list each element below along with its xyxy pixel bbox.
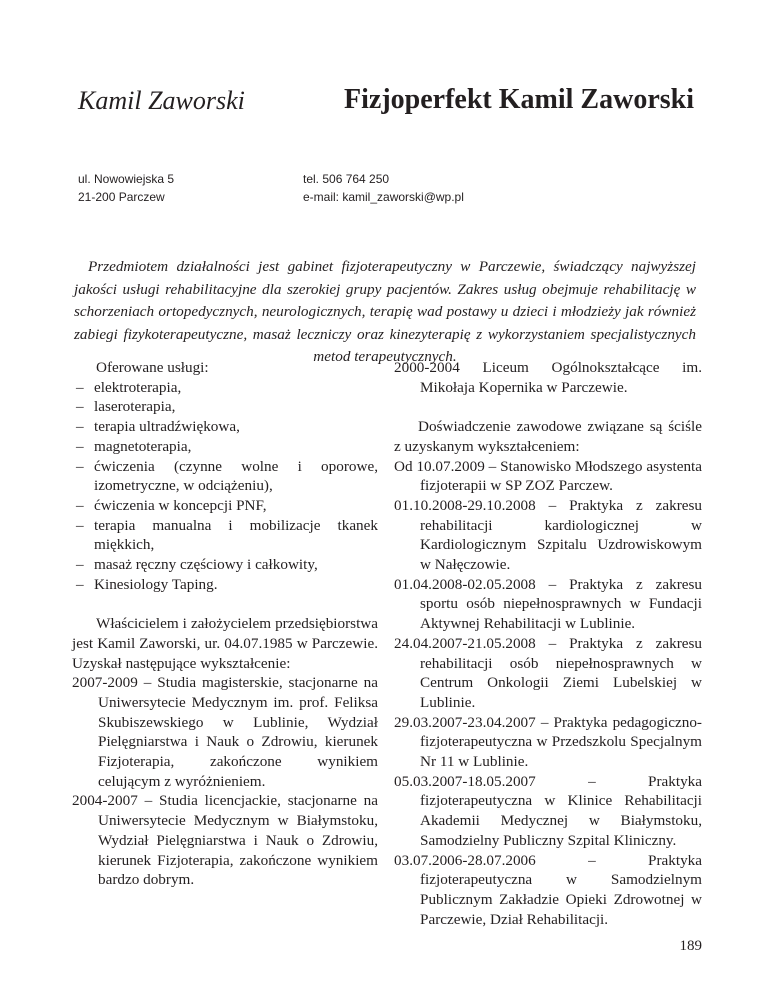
- left-column: [72, 358, 378, 890]
- experience-entry: 05.03.2007-18.05.2007 – Praktyka fizjoterapeutyczna w Klinice Rehabilitacji Akademii Medycznej w Białymstoku, Samodzielny Publiczny Szpital Kliniczny.: [394, 772, 702, 849]
- service-item: – terapia manualna i mobilizacje tkanek miękkich,: [72, 516, 378, 555]
- person-name: Kamil Zaworski: [78, 86, 245, 115]
- service-item: – ćwiczenia w koncepcji PNF,: [72, 496, 378, 516]
- experience-entry: 29.03.2007-23.04.2007 – Praktyka pedagogiczno-fizjoterapeutyczna w Przedszkolu Specjalnym Nr 11 w Lublinie.: [394, 713, 702, 771]
- owner-paragraph: Właścicielem i założycielem przedsiębiorstwa jest Kamil Zaworski, ur. 04.07.1985 w Parczewie. Uzyskał następujące wykształcenie:: [72, 615, 378, 672]
- email-address: e-mail: kamil_zaworski@wp.pl: [303, 190, 464, 204]
- service-item: – elektroterapia,: [72, 378, 378, 398]
- right-column: [394, 358, 702, 929]
- phone-number: tel. 506 764 250: [303, 172, 390, 186]
- service-item: – laseroterapia,: [72, 397, 378, 417]
- services-heading: Oferowane usługi:: [96, 359, 209, 376]
- education-entry: 2004-2007 – Studia licencjackie, stacjonarne na Uniwersytecie Medycznym w Białymstoku, Wydział Pielęgniarstwa i Nauk o Zdrowiu, kierunek Fizjoterapia, zakończone wynikiem bardzo dobrym.: [72, 792, 378, 889]
- experience-entry: 24.04.2007-21.05.2008 – Praktyka z zakresu rehabilitacji osób niepełnosprawnych w Centrum Onkologii Ziemi Lubelskiej w Lublinie.: [394, 634, 702, 711]
- company-name: Fizjoperfekt Kamil Zaworski: [344, 84, 694, 115]
- service-item: – ćwiczenia (czynne wolne i oporowe, izometryczne, w odciążeniu),: [72, 457, 378, 496]
- services-list: [72, 378, 378, 595]
- experience-entry: 01.04.2008-02.05.2008 – Praktyka z zakresu sportu osób niepełnosprawnych w Fundacji Aktywnej Rehabilitacji w Lublinie.: [394, 575, 702, 633]
- postal-city: 21-200 Parczew: [78, 190, 165, 204]
- page-number: 189: [679, 938, 702, 954]
- service-item: – terapia ultradźwiękowa,: [72, 417, 378, 437]
- education-entry: 2000-2004 Liceum Ogólnokształcące im. Mikołaja Kopernika w Parczewie.: [394, 359, 702, 396]
- service-item: – Kinesiology Taping.: [72, 575, 378, 595]
- street-address: ul. Nowowiejska 5: [78, 172, 175, 186]
- experience-entry: 03.07.2006-28.07.2006 – Praktyka fizjoterapeutyczna w Samodzielnym Publicznym Zakładzie Opieki Zdrowotnej w Parczewie, Dział Rehabilitacji.: [394, 851, 702, 928]
- experience-entry: Od 10.07.2009 – Stanowisko Młodszego asystenta fizjoterapii w SP ZOZ Parczew.: [394, 457, 702, 495]
- contact-block: [303, 170, 464, 206]
- service-item: – masaż ręczny częściowy i całkowity,: [72, 555, 378, 575]
- education-entry: 2007-2009 – Studia magisterskie, stacjonarne na Uniwersytecie Medycznym im. prof. Feliksa Skubiszewskiego w Lublinie, Wydział Pielęgniarstwa i Nauk o Zdrowiu, kierunek Fizjoterapia, zakończone wynikiem celującym z wyróżnieniem.: [72, 674, 378, 790]
- intro-paragraph: Przedmiotem działalności jest gabinet fizjoterapeutyczny w Parczewie, świadczący najwyższej jakości usługi rehabilitacyjne dla szerokiej grupy pacjentów. Zakres usług obejmuje rehabilitację w schorzeniach ortopedycznych, neurologicznych, terapię wad postawy u dzieci i młodzieży jak również zabiegi fizykoterapeutyczne, masaż leczniczy oraz kinezyterapię z wykorzystaniem specjalistycznych metod terapeutycznych.: [74, 258, 696, 365]
- service-item: – magnetoterapia,: [72, 437, 378, 457]
- experience-entry: 01.10.2008-29.10.2008 – Praktyka z zakresu rehabilitacji kardiologicznej w Kardiologicznym Szpitalu Uzdrowiskowym w Nałęczowie.: [394, 496, 702, 574]
- address-block: [78, 170, 174, 206]
- experience-intro: Doświadczenie zawodowe związane są ściśle z uzyskanym wykształceniem:: [394, 418, 702, 455]
